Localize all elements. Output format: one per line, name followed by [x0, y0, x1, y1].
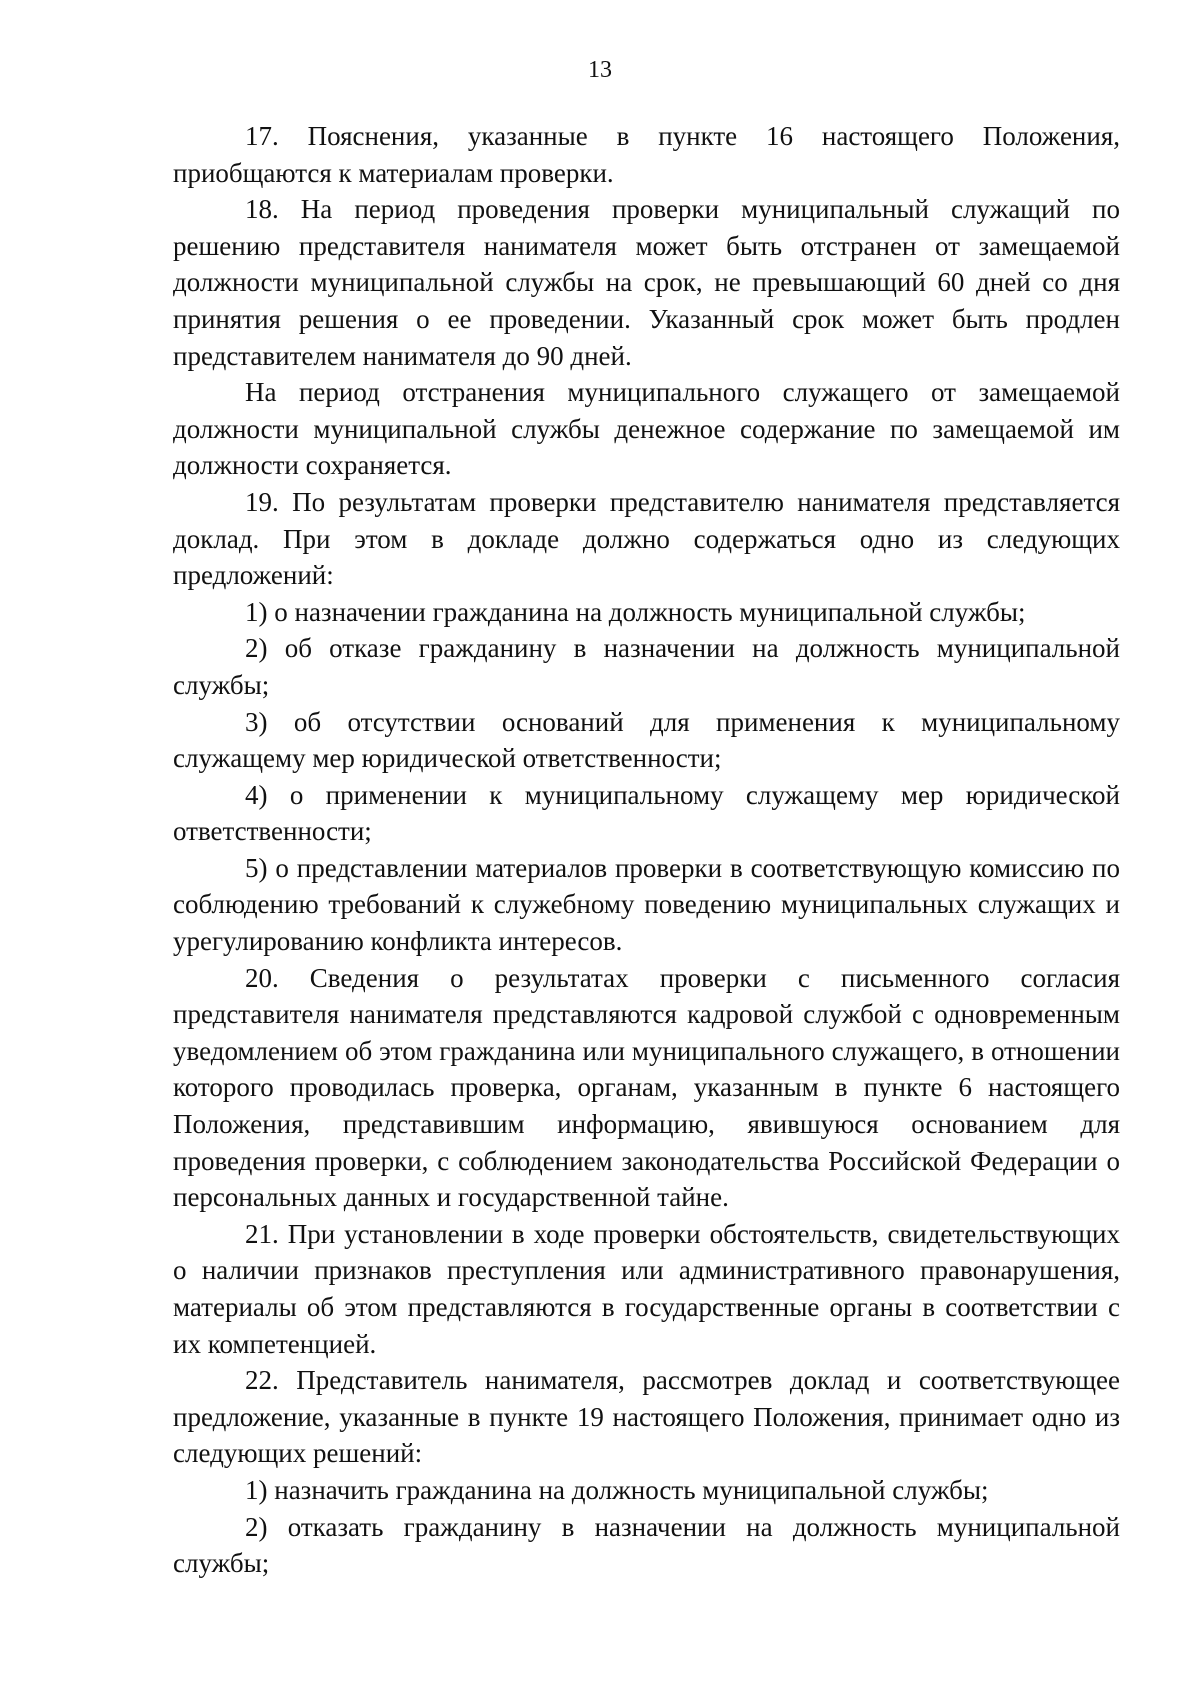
- paragraph-21: 21. При установлении в ходе проверки обстоятельств, свидетельствующих о наличии признаков преступления или административного правонарушения, материалы об этом представляются в государственные органы в соответствии с их компетенцией.: [173, 1218, 1120, 1359]
- list-item-19-5: 5) о представлении материалов проверки в соответствующую комиссию по соблюдению требований к служебному поведению муниципальных служащих и урегулированию конфликта интересов.: [173, 852, 1120, 957]
- list-item-19-4: 4) о применении к муниципальному служащему мер юридической ответственности;: [173, 779, 1120, 847]
- paragraph-17: 17. Пояснения, указанные в пункте 16 настоящего Положения, приобщаются к материалам проверки.: [173, 121, 1120, 188]
- list-item-22-1: 1) назначить гражданина на должность муниципальной службы;: [245, 1474, 989, 1505]
- list-item-22-2: 2) отказать гражданину в назначении на должность муниципальной службы;: [173, 1511, 1120, 1579]
- paragraph-18: 18. На период проведения проверки муниципальный служащий по решению представителя нанимателя может быть отстранен от замещаемой должности муниципальной службы на срок, не превышающий 60 дней со дня принятия решения о ее проведении. Указанный срок может быть продлен представителем нанимателя до 90 дней.: [173, 194, 1120, 371]
- document-body: [173, 118, 1120, 1582]
- paragraph-20: 20. Сведения о результатах проверки с письменного согласия представителя нанимателя представляются кадровой службой с одновременным уведомлением об этом гражданина или муниципального служащего, в отношении которого проводилась проверка, органам, указанным в пункте 6 настоящего Положения, представившим информацию, явившуюся основанием для проведения проверки, с соблюдением законодательства Российской Федерации о персональных данных и государственной тайне.: [173, 962, 1120, 1213]
- paragraph-19: 19. По результатам проверки представителю нанимателя представляется доклад. При этом в докладе должно содержаться одно из следующих предложений:: [173, 486, 1120, 591]
- list-item-19-3: 3) об отсутствии оснований для применения к муниципальному служащему мер юридической ответственности;: [173, 706, 1120, 774]
- page-number: 13: [588, 57, 612, 83]
- list-item-19-1: 1) о назначении гражданина на должность муниципальной службы;: [245, 596, 1026, 627]
- list-item-19-2: 2) об отказе гражданину в назначении на должность муниципальной службы;: [173, 633, 1120, 700]
- paragraph-18-continuation: На период отстранения муниципального служащего от замещаемой должности муниципальной службы денежное содержание по замещаемой им должности сохраняется.: [173, 377, 1120, 481]
- paragraph-22: 22. Представитель нанимателя, рассмотрев доклад и соответствующее предложение, указанные в пункте 19 настоящего Положения, принимает одно из следующих решений:: [173, 1365, 1120, 1469]
